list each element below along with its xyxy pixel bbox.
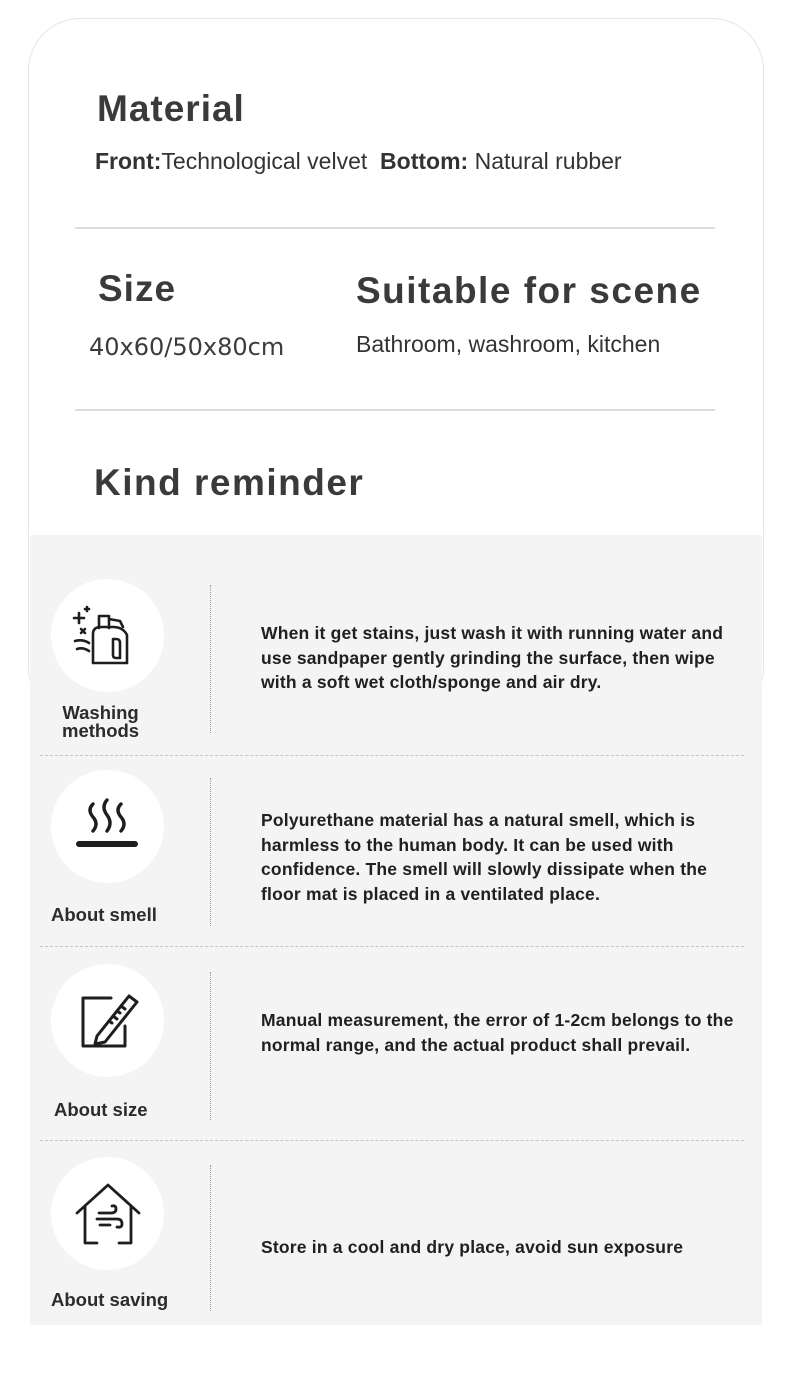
reminder-item-size-label: About size: [54, 1099, 148, 1120]
reminder-item-washing-label: [62, 704, 139, 740]
bottom-label: Bottom:: [380, 148, 469, 174]
reminder-item-washing-text: When it get stains, just wash it with running water and use sandpaper gently grinding the surface, then wipe with a soft wet cloth/sponge and air dry.: [261, 623, 724, 692]
column-divider: [210, 1165, 211, 1311]
house-ventilation-icon: [71, 1177, 145, 1251]
heat-smell-icon: [71, 790, 145, 864]
scene-value: Bathroom, washroom, kitchen: [356, 331, 661, 357]
reminder-item-washing-icon-circle: [51, 579, 164, 692]
detergent-bottle-icon: [71, 599, 145, 673]
reminder-item-size-text: Manual measurement, the error of 1-2cm belongs to the normal range, and the actual product shall prevail.: [261, 1010, 734, 1055]
divider: [75, 227, 715, 229]
divider: [75, 409, 715, 411]
row-divider: [40, 755, 744, 756]
row-divider: [40, 946, 744, 947]
row-divider: [40, 1140, 744, 1141]
washing-label-line2: methods: [62, 720, 140, 741]
size-title: Size: [98, 268, 177, 309]
washing-label-line1: Washing: [62, 702, 139, 723]
reminder-item-size-icon-circle: [51, 964, 164, 1077]
material-details: [95, 148, 622, 175]
column-divider: [210, 972, 211, 1120]
material-title: Material: [97, 88, 245, 129]
front-label: Front:: [95, 148, 162, 174]
front-value: Technological velvet: [161, 148, 368, 174]
ruler-measure-icon: [71, 984, 145, 1058]
column-divider: [210, 778, 211, 926]
reminder-item-saving-text: Store in a cool and dry place, avoid sun exposure: [261, 1237, 684, 1257]
column-divider: [210, 585, 211, 733]
bottom-value: Natural rubber: [474, 148, 622, 174]
scene-title: Suitable for scene: [356, 270, 702, 311]
reminder-item-smell-label: About smell: [51, 904, 157, 925]
size-value: 40x60/50x80cm: [89, 333, 285, 361]
kind-reminder-title: Kind reminder: [94, 462, 365, 503]
reminder-item-saving-label: About saving: [51, 1289, 169, 1310]
reminder-item-smell-text: Polyurethane material has a natural smell, which is harmless to the human body. It can be used with confidence. The smell will slowly dissipate when the floor mat is placed in a ventilated place.: [261, 810, 708, 904]
reminder-item-smell-icon-circle: [51, 770, 164, 883]
reminder-item-saving-icon-circle: [51, 1157, 164, 1270]
